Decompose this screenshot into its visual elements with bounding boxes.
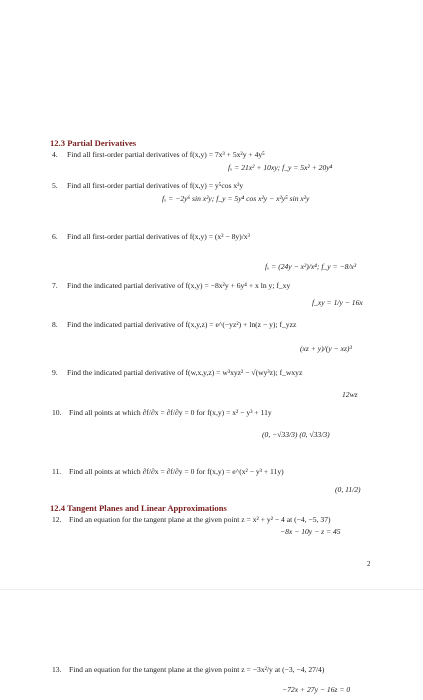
problem-number: 12. bbox=[52, 515, 62, 524]
problem-answer: fₓ = −2y⁶ sin x²y; f_y = 5y⁴ cos x²y − x²y⁵ sin x²y bbox=[162, 194, 310, 203]
page-divider bbox=[0, 589, 423, 590]
problem-answer: 12wz bbox=[342, 390, 358, 399]
problem-answer: fₓ = 21x² + 10xy; f_y = 5x² + 20y⁴ bbox=[228, 163, 333, 172]
problem-number: 4. bbox=[52, 150, 58, 159]
problem-text: Find all points at which ∂f/∂x = ∂f/∂y = 0 for f(x,y) = e^(x² − y³ + 11y) bbox=[69, 467, 284, 476]
problem-number: 8. bbox=[52, 320, 58, 329]
problem-number: 10. bbox=[52, 408, 62, 417]
problem-text: Find all first-order partial derivatives of f(x,y) = 7x³ + 5x²y + 4y⁵ bbox=[67, 150, 265, 159]
page-number: 2 bbox=[367, 560, 371, 568]
problem-number: 7. bbox=[52, 281, 58, 290]
problem-answer: (0, −√33/3) (0, √33/3) bbox=[262, 430, 330, 439]
problem-answer: −8x − 10y − z = 45 bbox=[280, 527, 341, 536]
problem-text: Find the indicated partial derivative of f(w,x,y,z) = w³xyz² − √(wy³z); f_wxyz bbox=[67, 368, 303, 377]
problem-answer: (xz + y)/(y − xz)³ bbox=[300, 344, 352, 353]
problem-answer: f_xy = 1/y − 16x bbox=[312, 298, 363, 307]
problem-answer: fₓ = (24y − x²)/x⁴; f_y = −8/x³ bbox=[265, 262, 357, 271]
problem-text: Find the indicated partial derivative of f(x,y,z) = e^(−yz²) + ln(z − y); f_yzz bbox=[67, 320, 297, 329]
section-heading: 12.4 Tangent Planes and Linear Approximations bbox=[50, 503, 227, 513]
problem-text: Find all first-order partial derivatives of f(x,y) = (x² − 8y)/x³ bbox=[67, 232, 250, 241]
problem-number: 6. bbox=[52, 232, 58, 241]
section-heading: 12.3 Partial Derivatives bbox=[50, 138, 137, 148]
problem-text: Find all points at which ∂f/∂x = ∂f/∂y = 0 for f(x,y) = x² − y³ + 11y bbox=[69, 408, 272, 417]
problem-number: 13. bbox=[52, 665, 62, 674]
problem-text: Find an equation for the tangent plane at the given point z = −3x²/y at (−3, −4, 27/4) bbox=[69, 665, 325, 674]
problem-text: Find all first-order partial derivatives of f(x,y) = y⁵cos x²y bbox=[67, 181, 244, 190]
problem-answer: −72x + 27y − 16z = 0 bbox=[282, 685, 351, 694]
problem-answer: (0, 11/2) bbox=[335, 485, 361, 494]
problem-number: 9. bbox=[52, 368, 58, 377]
problem-text: Find an equation for the tangent plane at the given point z = x² + y² − 4 at (−4, −5, 37) bbox=[69, 515, 331, 524]
problem-number: 5. bbox=[52, 181, 58, 190]
problem-number: 11. bbox=[52, 467, 62, 476]
problem-text: Find the indicated partial derivative of f(x,y) = −8x²y + 6y⁴ + x ln y; f_xy bbox=[67, 281, 291, 290]
